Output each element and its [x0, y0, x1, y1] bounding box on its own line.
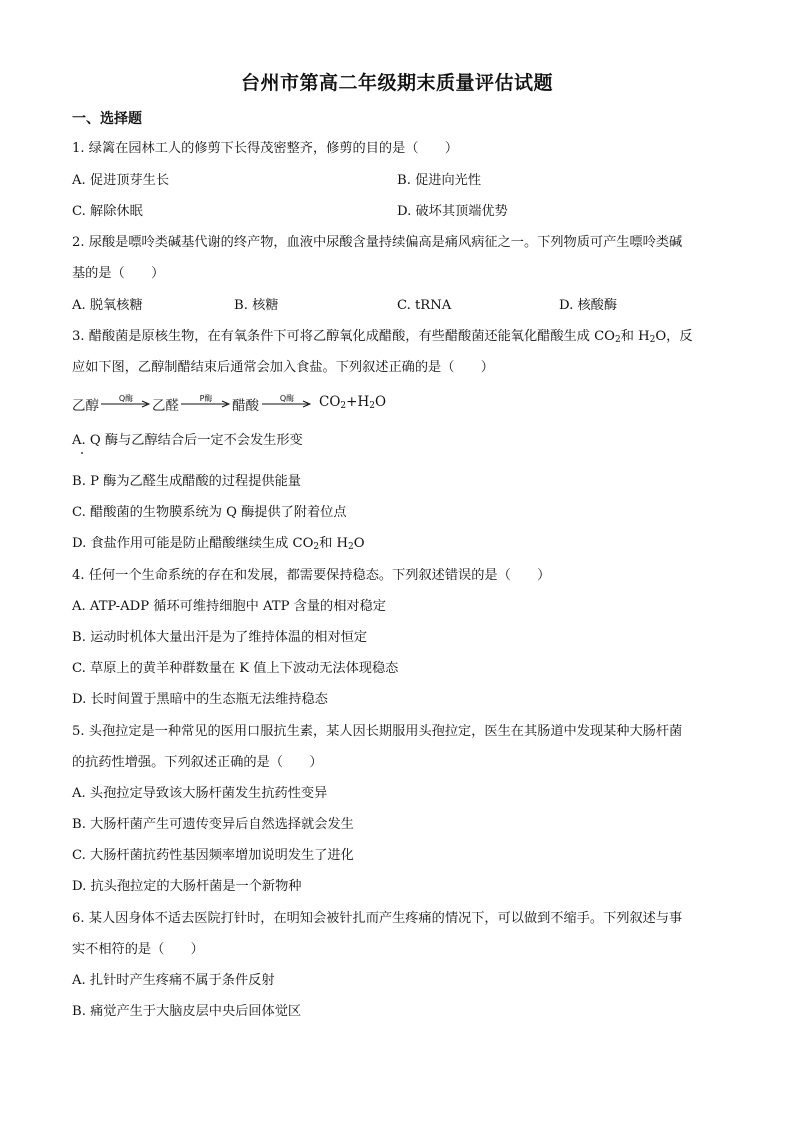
- q3-stem-line2: 应如下图，乙醇制醋结束后通常会加入食盐。下列叙述正确的是（ ）: [72, 360, 494, 375]
- q1-stem: 1. 绿篱在园林工人的修剪下长得茂密整齐，修剪的目的是（ ）: [72, 141, 459, 156]
- q1-option-a: A. 促进顶芽生长: [72, 173, 170, 188]
- q4-stem: 4. 任何一个生命系统的存在和发展，都需要保持稳态。下列叙述错误的是（ ）: [72, 568, 551, 583]
- section-heading: 一、选择题: [72, 111, 142, 127]
- q4-option-b: B. 运动时机体大量出汗是为了维持体温的相对恒定: [72, 630, 368, 645]
- q6-option-b: B. 痛觉产生于大脑皮层中央后回体觉区: [72, 1004, 302, 1019]
- q3-option-d-part: O: [353, 536, 365, 551]
- equation-acetaldehyde: 乙醛: [152, 398, 179, 414]
- q4-option-a: A. ATP-ADP 循环可维持细胞中 ATP 含量的相对稳定: [72, 599, 386, 614]
- q3-stem-part: O，反: [655, 329, 693, 344]
- q2-option-d: D. 核酸酶: [559, 298, 618, 313]
- q3-option-d-part: 和 H: [319, 536, 349, 551]
- q5-stem-line1: 5. 头孢拉定是一种常见的医用口服抗生素，某人因长期服用头孢拉定，医生在其肠道中发现某种大肠杆菌: [72, 724, 683, 739]
- equation-product-part: O: [374, 394, 387, 410]
- stray-dot: [81, 452, 83, 454]
- arrow-label: Q酶: [279, 394, 295, 403]
- subscript-2: 2: [313, 542, 320, 552]
- exam-title: 台州市第高二年级期末质量评估试题: [240, 72, 553, 94]
- reaction-arrow-q-enzyme: [101, 394, 151, 414]
- q5-stem-line2: 的抗药性增强。下列叙述正确的是（ ）: [72, 755, 323, 770]
- q5-option-d: D. 抗头孢拉定的大肠杆菌是一个新物种: [72, 879, 302, 894]
- q3-stem-line1: [72, 327, 693, 350]
- equation-product-part: +H: [346, 394, 370, 410]
- q6-option-a: A. 扎针时产生疼痛不属于条件反射: [72, 973, 275, 988]
- arrow-icon: [101, 399, 151, 409]
- subscript-2: 2: [369, 401, 375, 411]
- q1-option-b: B. 促进向光性: [397, 173, 482, 188]
- arrow-icon: [181, 399, 231, 409]
- q3-stem-part: 和 H: [620, 329, 650, 344]
- q5-option-a: A. 头孢拉定导致该大肠杆菌发生抗药性变异: [72, 786, 328, 801]
- q2-option-b: B. 核糖: [234, 298, 279, 313]
- q2-stem-line1: 2. 尿酸是嘌呤类碱基代谢的终产物，血液中尿酸含量持续偏高是痛风病征之一。下列物质可产生嘌呤类碱: [72, 235, 683, 250]
- q6-stem-line2: 实不相符的是（ ）: [72, 942, 204, 957]
- q2-option-c: C. tRNA: [397, 298, 452, 313]
- q3-option-c: C. 醋酸菌的生物膜系统为 Q 酶提供了附着位点: [72, 505, 347, 520]
- q5-option-c: C. 大肠杆菌抗药性基因频率增加说明发生了进化: [72, 848, 354, 863]
- subscript-2: 2: [615, 335, 621, 345]
- q2-stem-line2: 基的是（ ）: [72, 266, 165, 281]
- q2-option-a: A. 脱氧核糖: [72, 298, 143, 313]
- equation-products: [319, 394, 386, 411]
- q6-stem-line1: 6. 某人因身体不适去医院打针时，在明知会被针扎而产生疼痛的情况下，可以做到不缩手。下列叙述与事: [72, 911, 683, 926]
- arrow-label: Q酶: [118, 394, 134, 403]
- equation-acetic-acid: 醋酸: [232, 398, 259, 414]
- q4-option-c: C. 草原上的黄羊种群数量在 K 值上下波动无法体现稳态: [72, 661, 399, 676]
- q3-option-a: A. Q 酶与乙醇结合后一定不会发生形变: [72, 433, 303, 448]
- arrow-icon: [262, 399, 312, 409]
- equation-ethanol: 乙醇: [72, 398, 99, 414]
- subscript-2: 2: [340, 401, 347, 411]
- q1-option-d: D. 破坏其顶端优势: [397, 204, 508, 219]
- q3-stem-part: 3. 醋酸菌是原核生物，在有氧条件下可将乙醇氧化成醋酸，有些醋酸菌还能氧化醋酸生成 CO: [72, 329, 615, 344]
- q5-option-b: B. 大肠杆菌产生可遗传变异后自然选择就会发生: [72, 817, 354, 832]
- reaction-arrow-p-enzyme: [181, 394, 231, 414]
- q4-option-d: D. 长时间置于黑暗中的生态瓶无法维持稳态: [72, 692, 328, 707]
- reaction-arrow-q-enzyme-2: [262, 394, 312, 414]
- arrow-label: P酶: [199, 394, 213, 403]
- q1-option-c: C. 解除休眠: [72, 204, 143, 219]
- q3-option-d-part: D. 食盐作用可能是防止醋酸继续生成 CO: [72, 536, 314, 551]
- equation-product-part: CO: [319, 394, 341, 410]
- q3-option-b: B. P 酶为乙醛生成醋酸的过程提供能量: [72, 474, 301, 489]
- subscript-2: 2: [649, 335, 656, 345]
- q3-option-d: [72, 534, 365, 557]
- subscript-2: 2: [348, 542, 354, 552]
